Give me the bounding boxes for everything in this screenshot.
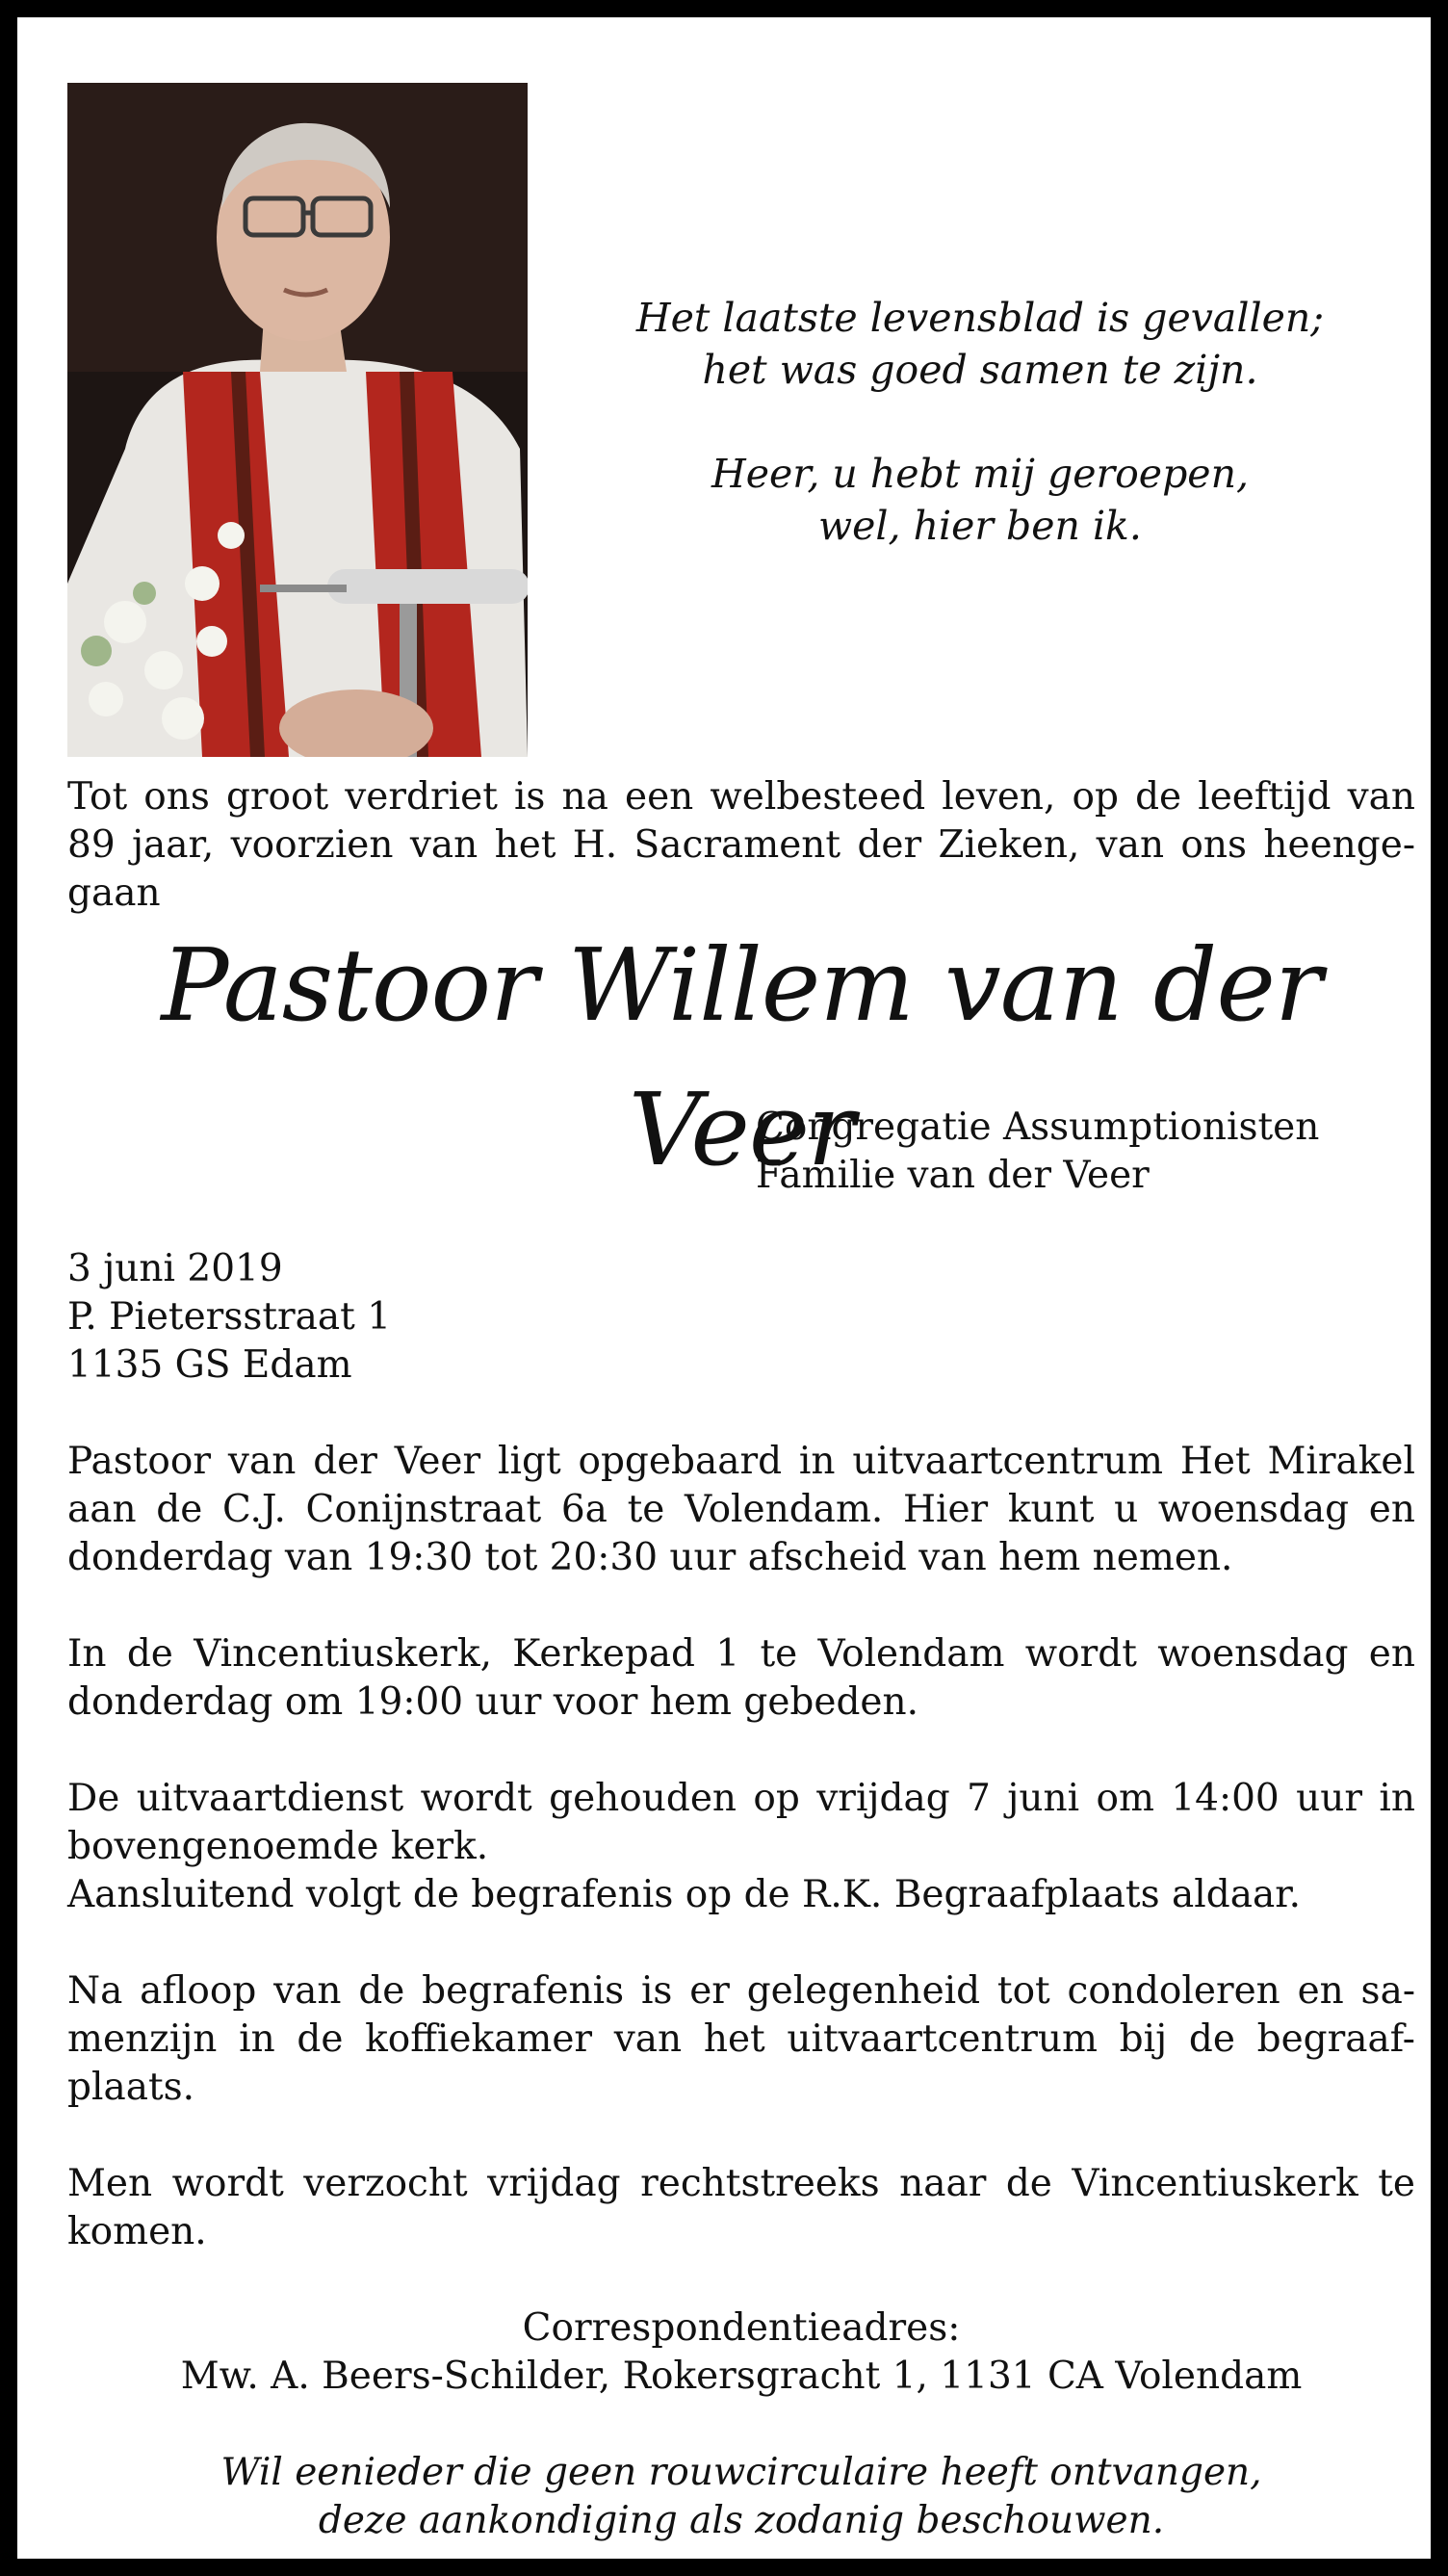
text-line: Tot ons groot verdriet is na een welbesteed leven, op de leeftijd van (67, 775, 1415, 819)
closing-line: Wil eenieder die geen rouwcirculaire heeft ontvangen, (220, 2451, 1262, 2494)
text-line: De uitvaartdienst wordt gehouden op vrijdag 7 juni om 14:00 uur in (67, 1777, 1415, 1820)
paragraph-condolences (67, 1967, 1415, 2112)
correspondence-heading: Correspondentieadres: (522, 2306, 961, 2350)
paragraph-funeral (67, 1775, 1415, 1919)
signers (756, 1104, 1319, 1200)
paragraph-request (67, 2160, 1415, 2256)
text-line: Pastoor van der Veer ligt opgebaard in uitvaartcentrum Het Mirakel (67, 1440, 1415, 1483)
text-line: In de Vincentiuskerk, Kerkepad 1 te Volendam wordt woensdag en (67, 1632, 1415, 1676)
text-line: komen. (67, 2210, 207, 2253)
paragraph-viewing (67, 1438, 1415, 1582)
poem-line: Heer, u hebt mij geroepen, (711, 451, 1250, 497)
text-line: 89 jaar, voorzien van het H. Sacrament der Zieken, van ons heenge- (67, 823, 1415, 867)
address-line: 1135 GS Edam (67, 1343, 352, 1387)
stanza-gap (556, 396, 1404, 448)
text-line: aan de C.J. Conijnstraat 6a te Volendam. Hier kunt u woensdag en (67, 1488, 1415, 1531)
text-line: Men wordt verzocht vrijdag rechtstreeks naar de Vincentiuskerk te (67, 2162, 1415, 2205)
intro-paragraph (67, 773, 1415, 918)
address-line: P. Pietersstraat 1 (67, 1295, 392, 1339)
correspondence-block (67, 2304, 1415, 2401)
address-line: 3 juni 2019 (67, 1247, 283, 1290)
poem-line: wel, hier ben ik. (818, 503, 1142, 549)
signer: Congregatie Assumptionisten (756, 1106, 1320, 1149)
text-line: plaats. (67, 2066, 195, 2109)
poem-line: Het laatste levensblad is gevallen; (635, 295, 1325, 341)
text-line: donderdag van 19:30 tot 20:30 uur afscheid van hem nemen. (67, 1536, 1233, 1579)
correspondence-address: Mw. A. Beers-Schilder, Rokersgracht 1, 1131 CA Volendam (180, 2355, 1303, 2398)
paragraph-prayer (67, 1630, 1415, 1727)
portrait-illustration (67, 83, 528, 757)
text-line: Na afloop van de begrafenis is er gelegenheid tot condoleren en sa- (67, 1969, 1415, 2013)
text-line: gaan (67, 872, 161, 915)
text-line: menzijn in de koffiekamer van het uitvaartcentrum bij de begraaf- (67, 2017, 1415, 2061)
text-line: donderdag om 19:00 uur voor hem gebeden. (67, 1680, 919, 1724)
text-line: Aansluitend volgt de begrafenis op de R.K. Begraafplaats aldaar. (67, 1873, 1301, 1916)
text-line: bovengenoemde kerk. (67, 1825, 489, 1868)
poem (556, 292, 1404, 552)
deceased-name: Pastoor Willem van der Veer (161, 926, 1322, 1188)
address-block (67, 1245, 391, 1390)
signer: Familie van der Veer (756, 1154, 1150, 1197)
poem-line: het was goed samen te zijn. (702, 347, 1258, 393)
closing-note (67, 2449, 1415, 2545)
closing-line: deze aankondiging als zodanig beschouwen. (318, 2499, 1165, 2542)
portrait-photo (67, 83, 528, 757)
